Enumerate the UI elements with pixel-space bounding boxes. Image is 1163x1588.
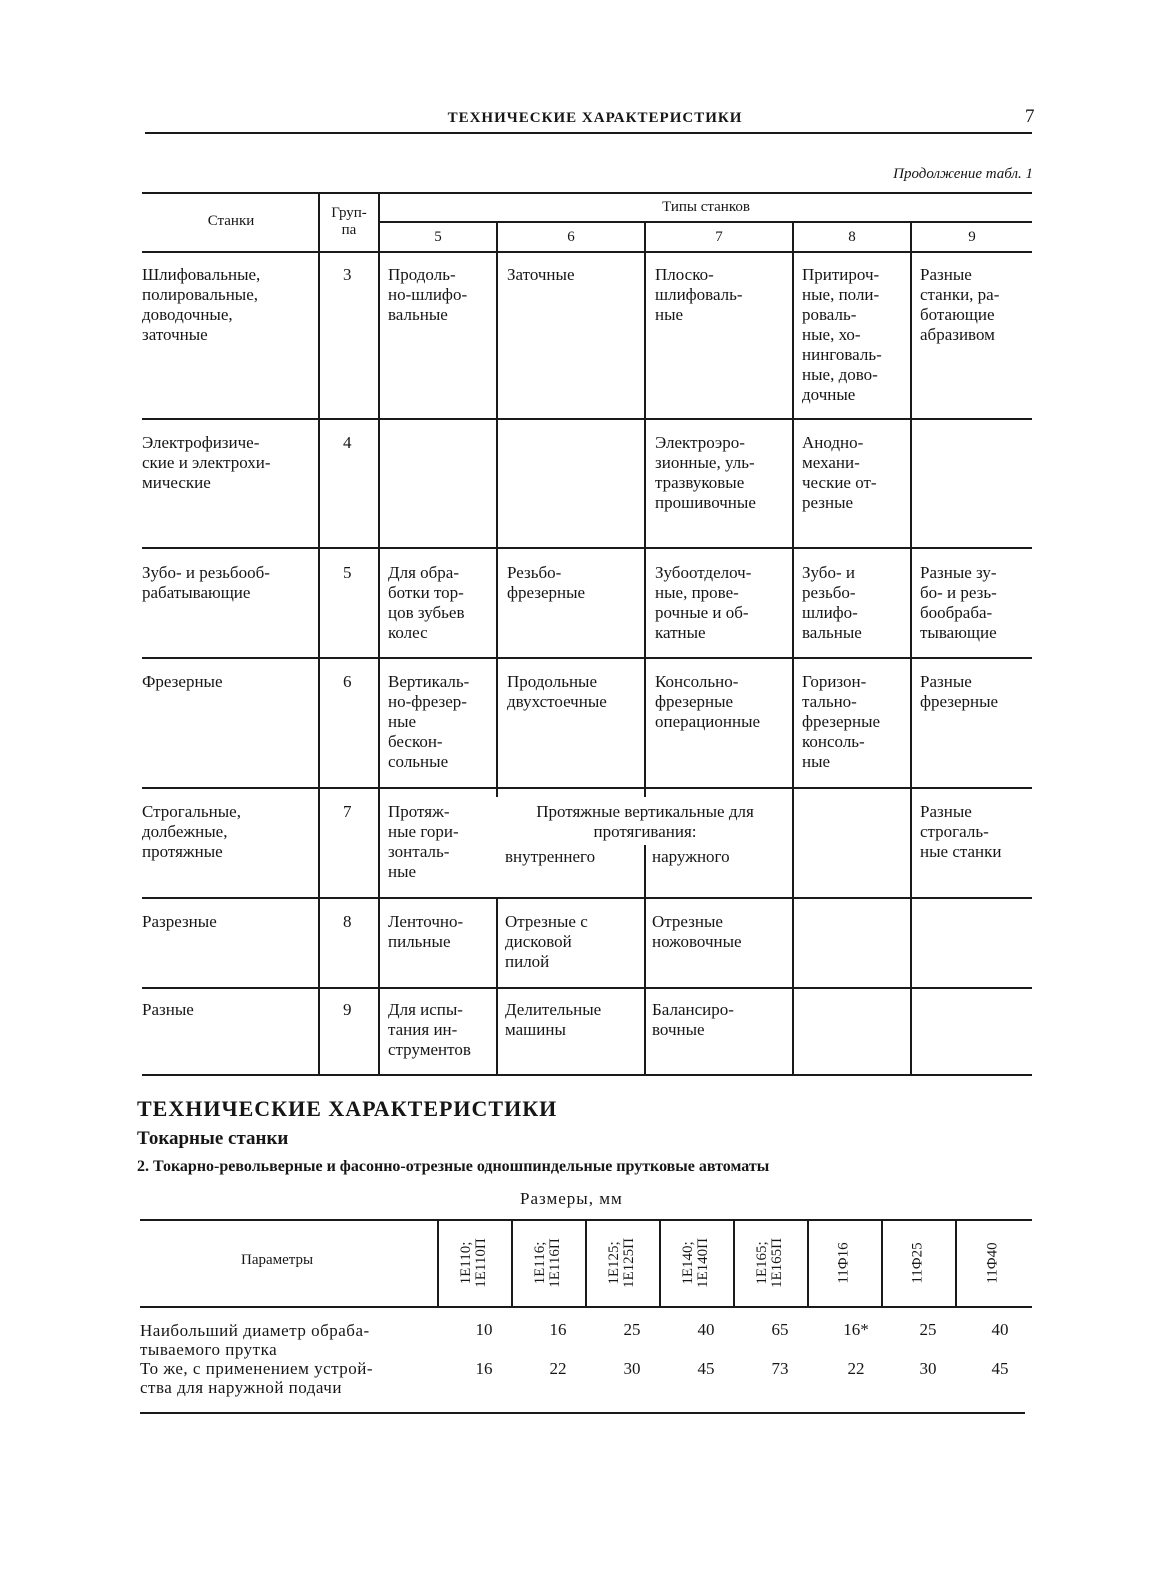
cell-type6: Заточные — [507, 265, 575, 284]
type-number: 7 — [715, 229, 723, 245]
cell-type5: Для обра- ботки тор- цов зубьев колес — [388, 563, 465, 642]
row-group: 4 — [343, 433, 352, 452]
cell-type5: Продоль- но-шлифо- вальные — [388, 265, 468, 324]
row-name: Зубо- и резьбооб- рабатывающие — [142, 563, 270, 602]
param-value: 22 — [847, 1359, 865, 1378]
param-value: 40 — [991, 1320, 1009, 1339]
row-name: Фрезерные — [142, 672, 223, 691]
param-value: 16* — [843, 1320, 869, 1339]
table2-col-rule — [881, 1219, 883, 1306]
row-group: 5 — [343, 563, 352, 582]
cell-type7: Консольно- фрезерные операционные — [655, 672, 761, 731]
model-header: 1Е125; 1Е125П — [606, 1238, 637, 1288]
model-header: 11Ф25 — [909, 1242, 926, 1284]
cell-type6: Резьбо- фрезерные — [507, 563, 586, 602]
param-header: Параметры — [241, 1252, 314, 1268]
param-label: Наибольший диаметр обраба- тываемого прутка — [140, 1321, 370, 1359]
model-header: 11Ф16 — [835, 1242, 852, 1284]
param-value: 16 — [475, 1359, 493, 1378]
cell-type5: Протяж- ные гори- зонталь- ные — [388, 802, 459, 881]
param-value: 73 — [771, 1359, 789, 1378]
cell-type7: Электроэро- зионные, уль- тразвуковые прошивочные — [655, 433, 756, 512]
table1-bottom-rule — [142, 1074, 1032, 1076]
cell-type67-span: Протяжные вертикальные для протягивания: — [536, 802, 754, 841]
cell-type8: Притироч- ные, поли- роваль- ные, хо- нинговаль- ные, дово- дочные — [802, 265, 882, 404]
table2-col-rule — [659, 1219, 661, 1306]
type-number: 6 — [567, 229, 575, 245]
type-number: 9 — [968, 229, 976, 245]
header-stanki: Станки — [207, 213, 255, 229]
section-subtitle: Токарные станки — [137, 1128, 289, 1149]
cell-type6: Отрезные с дисковой пилой — [505, 912, 588, 971]
param-value: 65 — [771, 1320, 789, 1339]
table2-col-rule — [733, 1219, 735, 1306]
param-value: 22 — [549, 1359, 567, 1378]
model-header: 1Е116; 1Е116П — [532, 1238, 563, 1288]
cell-type5: Ленточно- пильные — [388, 912, 464, 951]
table1-types-rule — [380, 221, 1032, 223]
row-group: 3 — [343, 265, 352, 284]
type-number: 8 — [848, 229, 856, 245]
cell-type8: Горизон- тально- фрезерные консоль- ные — [802, 672, 881, 771]
cell-type5: Для испы- тания ин- струментов — [388, 1000, 471, 1059]
table1-col-rule — [792, 221, 794, 1074]
param-value: 10 — [475, 1320, 493, 1339]
table1-header-rule — [142, 251, 1032, 253]
model-header: 11Ф40 — [984, 1242, 1001, 1284]
table1-col-rule — [910, 221, 912, 1074]
header-types: Типы станков — [662, 199, 750, 215]
table1-row-rule — [142, 657, 1032, 659]
param-value: 45 — [991, 1359, 1009, 1378]
param-value: 30 — [919, 1359, 937, 1378]
section-title: ТЕХНИЧЕСКИЕ ХАРАКТЕРИСТИКИ — [137, 1096, 558, 1121]
model-header: 1Е165; 1Е165П — [754, 1238, 785, 1288]
table2-col-rule — [955, 1219, 957, 1306]
row-group: 9 — [343, 1000, 352, 1019]
table1-col-rule — [378, 192, 380, 1074]
row-group: 7 — [343, 802, 352, 821]
header-group: Груп- па — [331, 205, 367, 238]
table2-col-rule — [437, 1219, 439, 1306]
running-title: ТЕХНИЧЕСКИЕ ХАРАКТЕРИСТИКИ — [447, 110, 743, 126]
cell-type7: Плоско- шлифоваль- ные — [655, 265, 743, 324]
cell-type5: Вертикаль- но-фрезер- ные бескон- сольные — [388, 672, 470, 771]
param-value: 25 — [919, 1320, 937, 1339]
param-value: 25 — [623, 1320, 641, 1339]
table2-col-rule — [585, 1219, 587, 1306]
cell-type7: Отрезные ножовочные — [652, 912, 742, 951]
table2-col-rule — [511, 1219, 513, 1306]
model-header: 1Е140; 1Е140П — [680, 1238, 711, 1288]
page-number: 7 — [1025, 106, 1035, 127]
cell-type9: Разные зу- бо- и резь- бообраба- тывающие — [920, 563, 997, 642]
cell-type9: Разные строгаль- ные станки — [920, 802, 1002, 861]
param-value: 16 — [549, 1320, 567, 1339]
row-name: Шлифовальные, полировальные, доводочные, заточные — [142, 265, 261, 344]
cell-type7: наружного — [652, 847, 730, 866]
type-number: 5 — [434, 229, 442, 245]
cell-type7: Зубоотделоч- ные, прове- рочные и об- катные — [655, 563, 752, 642]
table1-row-rule — [142, 987, 1032, 989]
table2-bottom-rule — [140, 1412, 1025, 1414]
table-continuation-note: Продолжение табл. 1 — [893, 166, 1033, 182]
table2-col-rule — [807, 1219, 809, 1306]
table2-header-rule — [140, 1306, 1032, 1308]
cell-type8: Зубо- и резьбо- шлифо- вальные — [802, 563, 862, 642]
units-note: Размеры, мм — [520, 1189, 623, 1208]
table2-title: 2. Токарно-револьверные и фасонно-отрезные одношпиндельные прутковые автоматы — [137, 1158, 770, 1175]
cell-type9: Разные фрезерные — [920, 672, 999, 711]
table1-col-rule — [644, 221, 646, 797]
table1-row-rule — [142, 547, 1032, 549]
row-name: Разные — [142, 1000, 194, 1019]
param-value: 30 — [623, 1359, 641, 1378]
row-group: 6 — [343, 672, 352, 691]
cell-type7: Балансиро- вочные — [652, 1000, 734, 1039]
row-name: Электрофизиче- ские и электрохи- мические — [142, 433, 271, 492]
cell-type6: Продольные двухстоечные — [507, 672, 607, 711]
table1-top-rule — [142, 192, 1032, 194]
param-label: То же, с применением устрой- ства для наружной подачи — [140, 1359, 374, 1397]
cell-type6: Делительные машины — [505, 1000, 602, 1039]
model-header: 1Е110; 1Е110П — [458, 1238, 489, 1288]
table1-col-rule — [318, 192, 320, 1074]
cell-type9: Разные станки, ра- ботающие абразивом — [920, 265, 1000, 344]
table1-col-rule — [644, 845, 646, 1074]
table1-row-rule — [142, 787, 1032, 789]
table1-col-rule — [496, 897, 498, 1074]
table1-col-rule — [496, 221, 498, 797]
table1-row-rule — [142, 418, 1032, 420]
row-group: 8 — [343, 912, 352, 931]
cell-type8: Анодно- механи- ческие от- резные — [802, 433, 877, 512]
row-name: Строгальные, долбежные, протяжные — [142, 802, 241, 861]
row-name: Разрезные — [142, 912, 217, 931]
cell-type6: внутреннего — [505, 847, 596, 866]
param-value: 45 — [697, 1359, 715, 1378]
param-value: 40 — [697, 1320, 715, 1339]
table1-row-rule — [142, 897, 1032, 899]
